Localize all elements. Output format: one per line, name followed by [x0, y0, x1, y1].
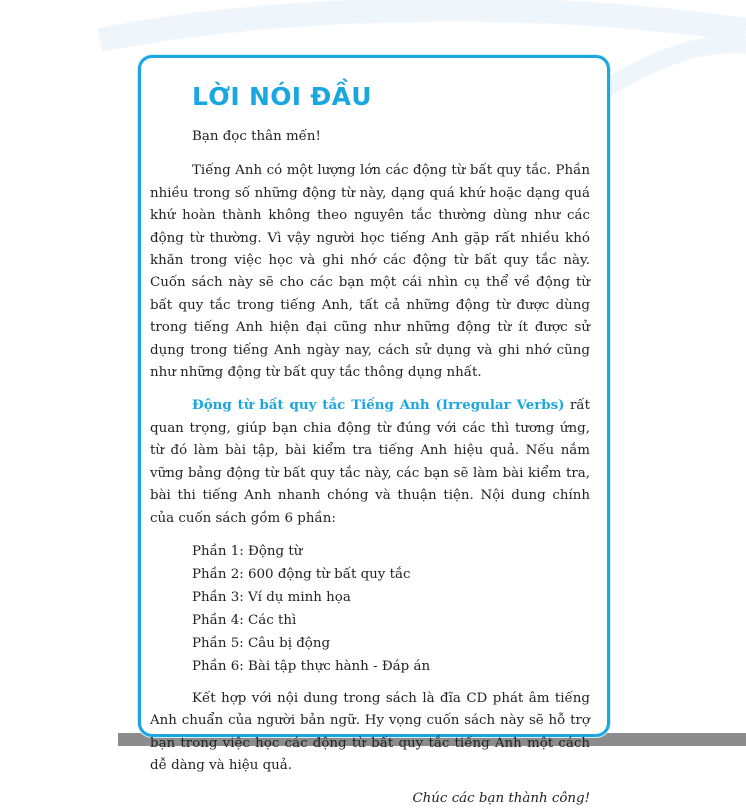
- preface-content: [150, 80, 590, 810]
- highlight-irregular-verbs: Động từ bất quy tắc Tiếng Anh (Irregular Verbs): [192, 397, 565, 414]
- list-item: Phần 2: 600 động từ bất quy tắc: [192, 566, 411, 582]
- list-item: Phần 3: Ví dụ minh họa: [192, 589, 351, 605]
- list-item: Phần 5: Câu bị động: [192, 635, 331, 651]
- list-item: Phần 6: Bài tập thực hành - Đáp án: [192, 658, 431, 674]
- signoff: Chúc các bạn thành công!: [412, 790, 590, 806]
- paragraph-intro: Tiếng Anh có một lượng lớn các động từ bất quy tắc. Phần nhiều trong số những động từ này, dạng quá khứ hoặc dạng quá khứ hoàn thành không theo nguyên tắc thường dùng như các động từ thường. Vì vậy người học tiếng Anh gặp rất nhiều khó khăn trong việc học và ghi nhớ các động từ bất quy tắc này. Cuốn sách này sẽ cho các bạn một cái nhìn cụ thể về động từ bất quy tắc trong tiếng Anh, tất cả những động từ được dùng trong tiếng Anh hiện đại cũng như những động từ ít được sử dụng trong tiếng Anh ngày nay, cách sử dụng và ghi nhớ cũng như những động từ bất quy tắc thông dụng nhất.: [150, 163, 590, 381]
- list-item: Phần 4: Các thì: [192, 612, 297, 628]
- paragraph-irregular-verbs-text: rất quan trọng, giúp bạn chia động từ đúng với các thì tương ứng, từ đó làm bài tập, bài kiểm tra tiếng Anh hiệu quả. Nếu nắm vững bảng động từ bất quy tắc này, các bạn sẽ làm bài kiểm tra, bài thi tiếng Anh nhanh chóng và thuận tiện. Nội dung chính của cuốn sách gồm 6 phần:: [150, 398, 591, 526]
- list-item: Phần 1: Động từ: [192, 543, 303, 559]
- paragraph-irregular-verbs: [150, 394, 590, 529]
- paragraph-cd: Kết hợp với nội dung trong sách là đĩa CD phát âm tiếng Anh chuẩn của người bản ngữ. Hy vọng cuốn sách này sẽ hỗ trợ bạn trong việc học các động từ bất quy tắc tiếng Anh một cách dễ dàng và hiệu quả.: [150, 690, 590, 774]
- greeting: Bạn đọc thân mến!: [192, 129, 321, 144]
- page-title: LỜI NÓI ĐẦU: [192, 82, 372, 111]
- parts-list: [192, 540, 590, 678]
